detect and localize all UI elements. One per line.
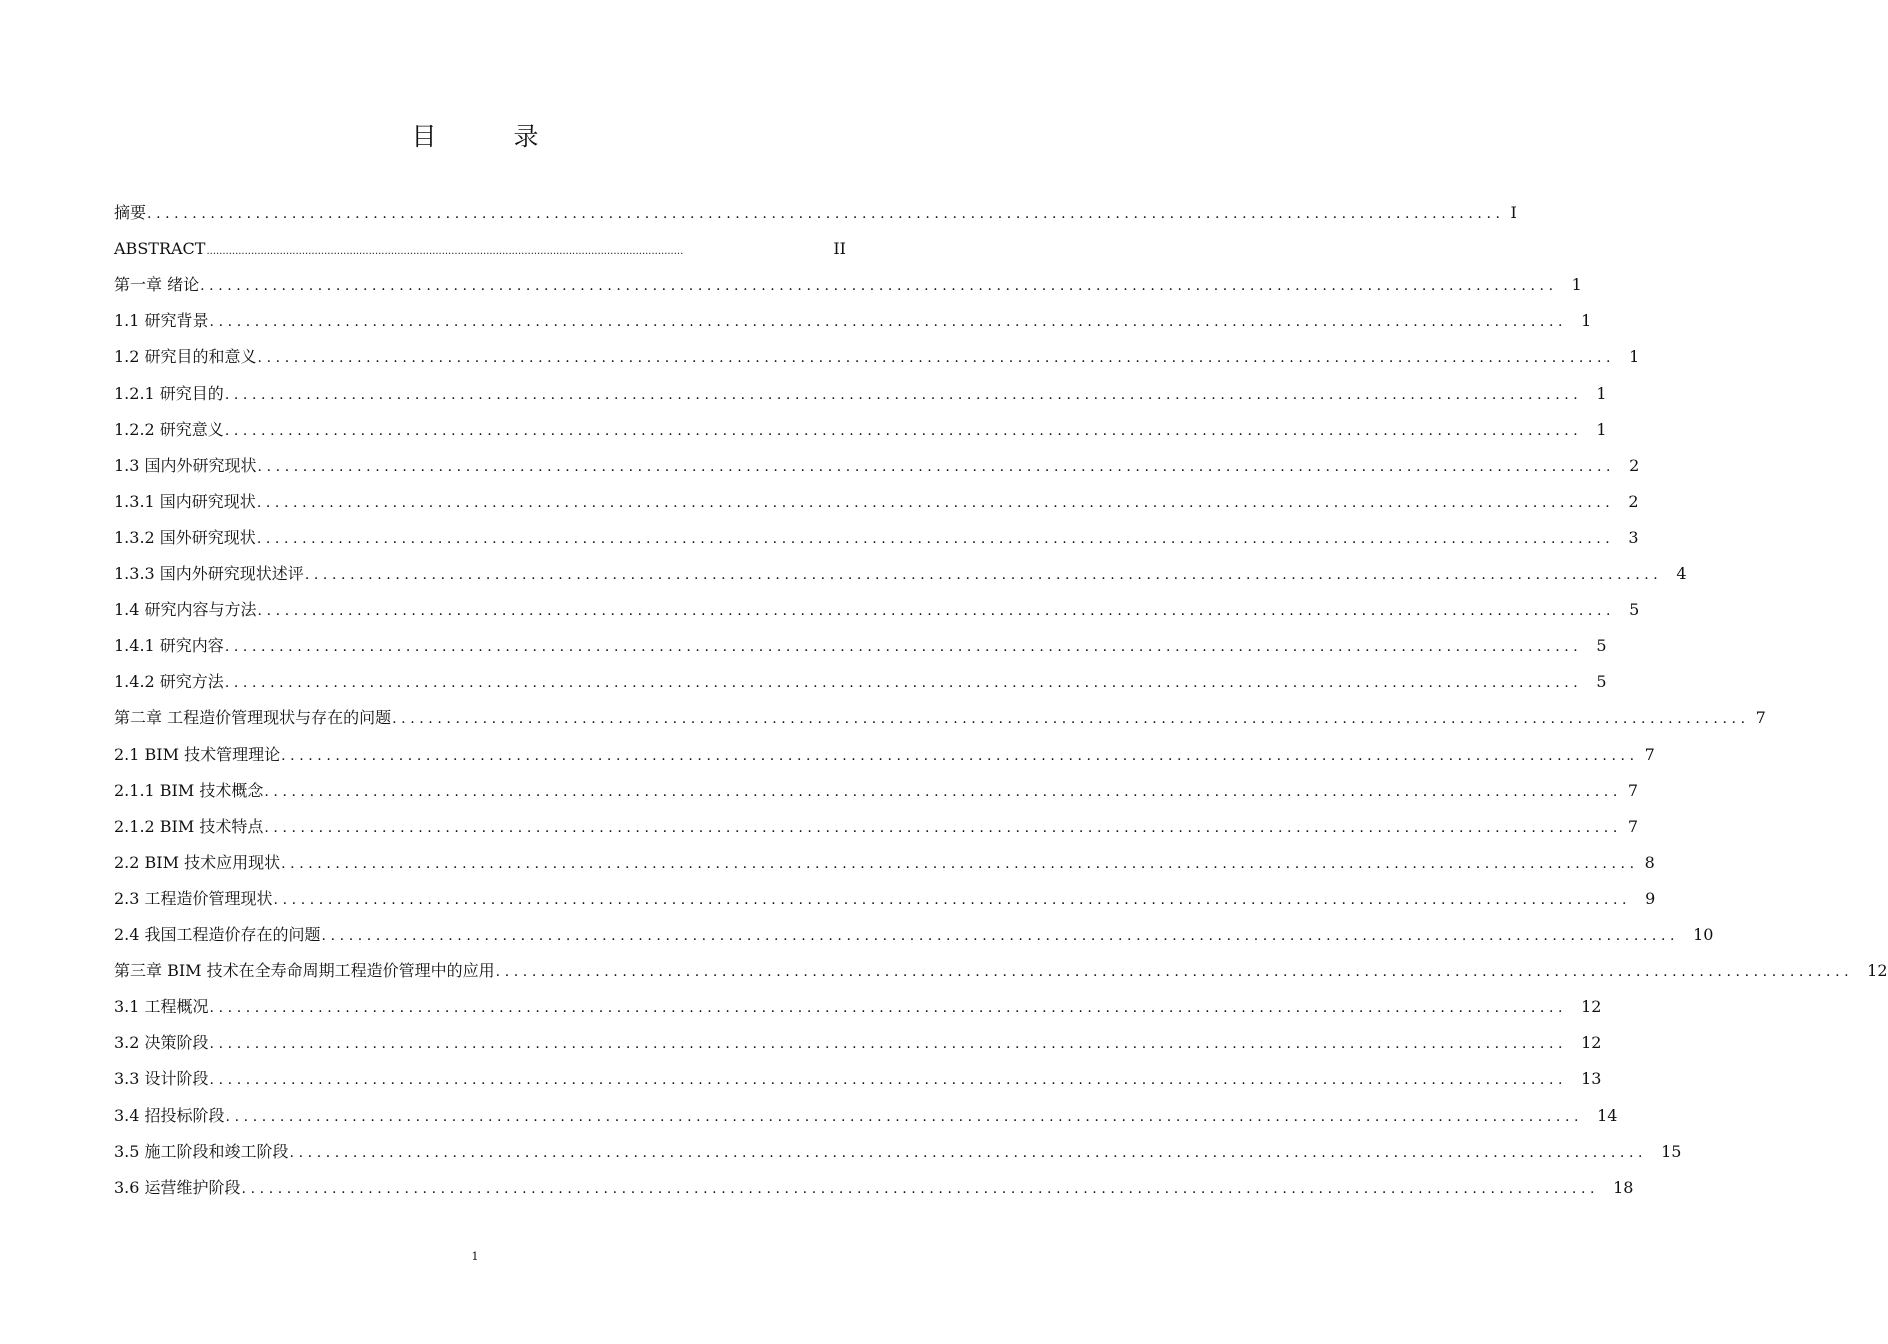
toc-dot-leader: ...................................................................................................................................................... <box>495 964 1854 981</box>
toc-entry[interactable] <box>114 273 1582 297</box>
toc-entry-page: 7 <box>1627 816 1639 836</box>
toc-dot-leader: ...................................................................................................................................................... <box>209 1036 1568 1053</box>
toc-entry-label: 2.2 BIM 技术应用现状 <box>114 852 281 872</box>
toc-entry-page: 8 <box>1644 852 1655 872</box>
toc-entry[interactable] <box>114 851 1655 875</box>
toc-dot-leader: ...................................................................................................................................................... <box>281 747 1639 764</box>
toc-dot-leader: ...................................................................................................................................................... <box>281 855 1639 872</box>
toc-entry-label: 1.4.2 研究方法 <box>114 672 224 692</box>
toc-dot-leader: ...................................................................................................................................................... <box>206 246 684 258</box>
toc-entry[interactable] <box>114 1067 1602 1091</box>
toc-entry[interactable] <box>114 598 1640 622</box>
toc-dot-leader: ...................................................................................................................................................... <box>224 386 1583 403</box>
toc-dot-leader: ...................................................................................................................................................... <box>147 206 1505 222</box>
toc-entry[interactable] <box>114 1031 1602 1055</box>
toc-entry-label: 1.2 研究目的和意义 <box>114 347 257 367</box>
toc-entry-page: 5 <box>1596 672 1607 692</box>
toc-entry-page: 9 <box>1645 888 1656 908</box>
toc-entry[interactable] <box>114 418 1607 442</box>
toc-entry[interactable] <box>114 1104 1618 1128</box>
toc-entry[interactable] <box>114 454 1640 478</box>
toc-entry-page: 10 <box>1693 925 1714 944</box>
toc-entry-label: 3.2 决策阶段 <box>114 1033 209 1053</box>
toc-dot-leader: ...................................................................................................................................................... <box>209 314 1568 331</box>
toc-entry-page: 18 <box>1613 1177 1634 1197</box>
toc-entry[interactable] <box>114 201 1517 225</box>
toc-entry-page: 1 <box>1596 419 1607 439</box>
toc-entry-label: 1.4 研究内容与方法 <box>114 600 257 620</box>
toc-entry[interactable] <box>114 706 1766 730</box>
toc-entry-label: 第一章 绪论 <box>114 275 200 295</box>
toc-entry[interactable] <box>114 887 1656 911</box>
toc-entry-page: 12 <box>1867 961 1888 981</box>
toc-dot-leader: ...................................................................................................................................................... <box>225 1108 1584 1125</box>
toc-entry[interactable] <box>114 1176 1634 1200</box>
toc-entry-page: 7 <box>1627 780 1639 800</box>
toc-dot-leader: ...................................................................................................................................................... <box>256 530 1615 547</box>
toc-entry-page: 1 <box>1629 347 1640 367</box>
toc-entry-label: 1.2.2 研究意义 <box>114 419 224 439</box>
toc-dot-leader: ...................................................................................................................................................... <box>209 1000 1568 1017</box>
toc-entry-label: 第二章 工程造价管理现状与存在的问题 <box>114 708 392 728</box>
toc-entry-page: 13 <box>1581 1069 1602 1089</box>
toc-entry-page: 14 <box>1597 1105 1618 1125</box>
toc-entry[interactable] <box>114 670 1607 694</box>
toc-entry[interactable] <box>114 490 1639 514</box>
toc-entry[interactable] <box>114 779 1639 803</box>
toc-entry[interactable] <box>114 345 1640 369</box>
toc-entry-label: 1.3.1 国内研究现状 <box>114 491 256 511</box>
toc-entry[interactable] <box>114 382 1607 406</box>
toc-entry-page: 2 <box>1629 455 1640 475</box>
toc-dot-leader: ...................................................................................................................................................... <box>224 675 1583 692</box>
toc-dot-leader: ...................................................................................................................................................... <box>256 494 1615 511</box>
toc-dot-leader: ...................................................................................................................................................... <box>273 891 1632 908</box>
toc-entry-label: 第三章 BIM 技术在全寿命周期工程造价管理中的应用 <box>114 961 495 981</box>
toc-entry-page: 7 <box>1755 708 1766 728</box>
toc-dot-leader: ...................................................................................................................................................... <box>224 422 1583 439</box>
toc-entry-page: 12 <box>1581 997 1602 1017</box>
toc-dot-leader: ...................................................................................................................................................... <box>224 639 1583 656</box>
toc-entry-page: 12 <box>1581 1033 1602 1053</box>
toc-dot-leader: ...................................................................................................................................................... <box>200 278 1558 295</box>
toc-entry-page: I <box>1510 203 1517 222</box>
toc-entry-label: 1.4.1 研究内容 <box>114 636 224 656</box>
toc-entry-label: 3.5 施工阶段和竣工阶段 <box>114 1141 289 1161</box>
toc-entry-label: 1.3.3 国内外研究现状述评 <box>114 564 304 583</box>
toc-entry-label: 1.3.2 国外研究现状 <box>114 527 256 547</box>
toc-entry-page: 5 <box>1596 636 1607 656</box>
toc-entry-label: 3.3 设计阶段 <box>114 1069 209 1089</box>
toc-dot-leader: ...................................................................................................................................................... <box>241 1180 1600 1197</box>
toc-entry[interactable] <box>114 1140 1682 1164</box>
toc-dot-leader: ...................................................................................................................................................... <box>264 783 1622 800</box>
toc-entry-label: 1.1 研究背景 <box>114 311 209 331</box>
toc-entry-label: 1.2.1 研究目的 <box>114 383 224 403</box>
toc-entry[interactable] <box>114 526 1639 550</box>
toc-entry-label: 3.4 招投标阶段 <box>114 1105 225 1125</box>
toc-entry-page: 5 <box>1629 600 1640 620</box>
toc-entry[interactable] <box>114 743 1655 767</box>
toc-dot-leader: ...................................................................................................................................................... <box>257 603 1616 620</box>
toc-dot-leader: ...................................................................................................................................................... <box>321 928 1680 944</box>
toc-entry[interactable] <box>114 309 1592 333</box>
toc-entry-page: 3 <box>1628 527 1639 547</box>
toc-entry-label: 1.3 国内外研究现状 <box>114 455 257 475</box>
toc-entry-page: II <box>833 239 846 259</box>
toc-entry-page: 1 <box>1571 275 1582 295</box>
toc-entry[interactable] <box>114 959 1888 983</box>
toc-entry-page: 1 <box>1596 383 1607 403</box>
toc-entry[interactable] <box>114 562 1687 586</box>
toc-dot-leader: ...................................................................................................................................................... <box>304 567 1663 583</box>
page-number: 1 <box>471 1250 479 1263</box>
toc-entry-label: ABSTRACT <box>114 239 206 259</box>
toc-dot-leader: ...................................................................................................................................................... <box>392 711 1750 728</box>
toc-entry-page: 1 <box>1581 311 1592 331</box>
toc-entry[interactable] <box>114 815 1639 839</box>
toc-entry-label: 2.4 我国工程造价存在的问题 <box>114 925 321 944</box>
toc-entry-label: 3.6 运营维护阶段 <box>114 1177 241 1197</box>
toc-entry-label: 2.1.2 BIM 技术特点 <box>114 816 264 836</box>
toc-entry[interactable] <box>114 995 1602 1019</box>
toc-entry[interactable] <box>114 923 1714 947</box>
toc-entry-page: 2 <box>1628 491 1639 511</box>
toc-entry-page: 15 <box>1661 1141 1682 1161</box>
toc-dot-leader: ...................................................................................................................................................... <box>264 819 1622 836</box>
toc-entry-label: 2.1.1 BIM 技术概念 <box>114 780 264 800</box>
toc-entry-label: 2.3 工程造价管理现状 <box>114 888 273 908</box>
toc-entry-label: 2.1 BIM 技术管理理论 <box>114 744 281 764</box>
toc-entry[interactable] <box>114 237 846 261</box>
toc-dot-leader: ...................................................................................................................................................... <box>257 350 1616 367</box>
toc-entry-page: 7 <box>1644 744 1655 764</box>
toc-dot-leader: ...................................................................................................................................................... <box>257 458 1616 475</box>
toc-dot-leader: ...................................................................................................................................................... <box>289 1144 1648 1161</box>
page-title: 目 录 <box>411 122 565 151</box>
toc-dot-leader: ...................................................................................................................................................... <box>209 1072 1568 1089</box>
toc-entry-label: 3.1 工程概况 <box>114 997 209 1017</box>
toc-entry-page: 4 <box>1676 564 1687 583</box>
toc-entry[interactable] <box>114 634 1607 658</box>
toc-entry-label: 摘要 <box>114 203 147 222</box>
